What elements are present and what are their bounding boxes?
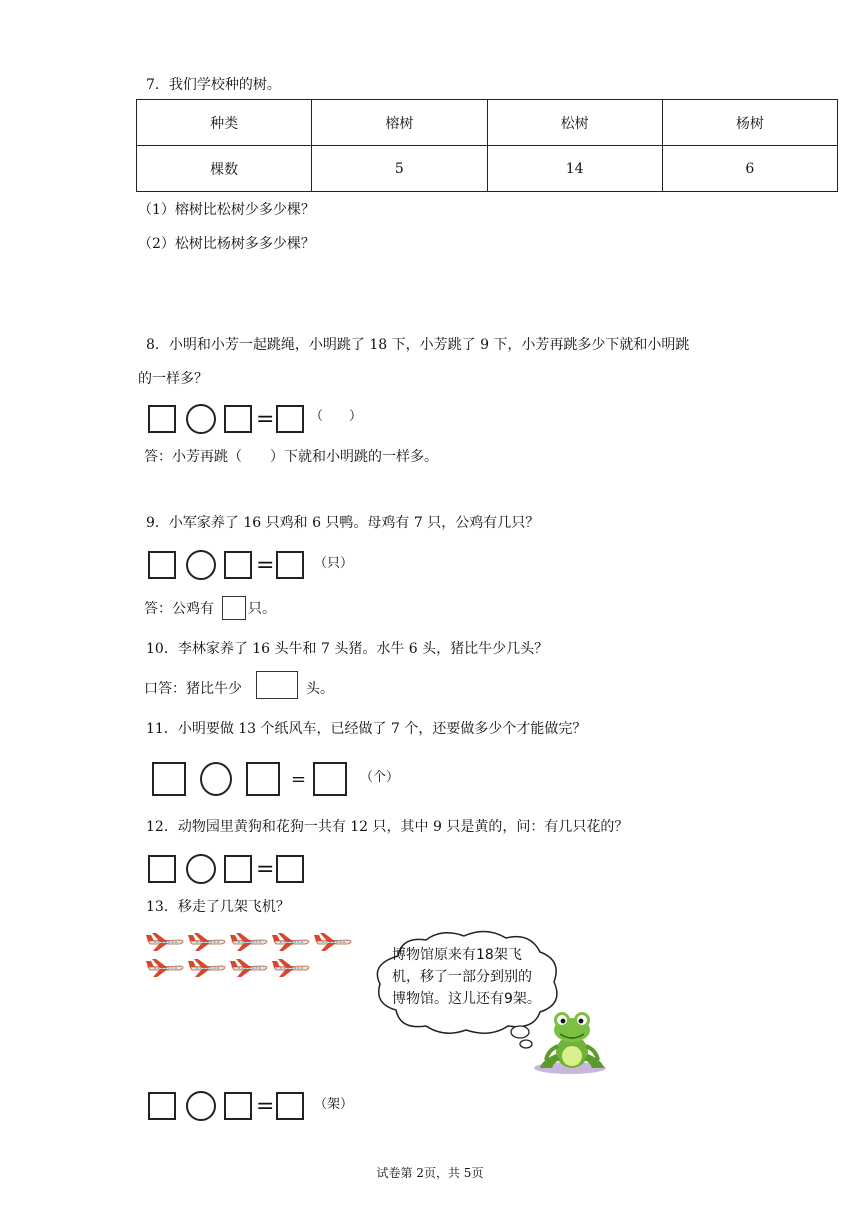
answer-box[interactable]: [224, 551, 252, 579]
q7-sub2: （2）松树比杨树多多少棵？: [138, 236, 315, 252]
answer-box[interactable]: [224, 405, 252, 433]
airplane-icon: [314, 933, 351, 951]
answer-box[interactable]: [276, 855, 304, 883]
table-header-cell: 榕树: [312, 100, 487, 146]
airplane-icon: [272, 933, 309, 951]
q8-line2: 的一样多？: [138, 371, 208, 387]
airplane-icon: [272, 959, 309, 977]
equals-sign: =: [291, 769, 307, 790]
q8-unit: （ ）: [310, 409, 363, 424]
q8-answer: 答：小芳再跳（ ）下就和小明跳的一样多。: [144, 449, 438, 465]
equals-sign: =: [256, 857, 275, 882]
answer-box[interactable]: [224, 1092, 252, 1120]
table-cell: 6: [662, 146, 837, 192]
answer-box[interactable]: [256, 671, 298, 699]
operator-circle[interactable]: [186, 1091, 216, 1121]
q8-line1: 8．小明和小芳一起跳绳，小明跳了 18 下，小芳跳了 9 下，小芳再跳多少下就和小明跳: [146, 337, 690, 353]
q10-answer-suffix: 头。: [306, 681, 334, 697]
airplane-icon: [230, 959, 267, 977]
equals-sign: =: [256, 553, 275, 578]
answer-box[interactable]: [276, 405, 304, 433]
q13-unit: （架）: [314, 1097, 354, 1112]
speech-line: 博物馆。这儿还有9架。: [392, 991, 541, 1007]
answer-box[interactable]: [152, 762, 186, 796]
q11-unit: （个）: [360, 770, 400, 785]
answer-box[interactable]: [224, 855, 252, 883]
table-header-cell: 种类: [137, 100, 312, 146]
airplane-icon: [230, 933, 267, 951]
airplane-icon: [188, 959, 225, 977]
q10-title: 10．李林家养了 16 头牛和 7 头猪。水牛 6 头，猪比牛少几头？: [146, 641, 549, 657]
table-cell: 5: [312, 146, 487, 192]
answer-box[interactable]: [313, 762, 347, 796]
table-row: [137, 100, 838, 146]
q7-title: 7．我们学校种的树。: [146, 77, 281, 93]
frog-illustration: [532, 1010, 612, 1076]
answer-box[interactable]: [276, 551, 304, 579]
tree-table: [136, 99, 838, 192]
airplane-icon: [146, 933, 183, 951]
table-cell: 棵数: [137, 146, 312, 192]
q7-sub1: （1）榕树比松树少多少棵？: [138, 202, 315, 218]
q13-title: 13．移走了几架飞机？: [146, 899, 290, 915]
airplane-icon: [146, 959, 183, 977]
operator-circle[interactable]: [186, 404, 216, 434]
q9-answer-suffix: 只。: [248, 601, 276, 617]
table-row: [137, 146, 838, 192]
answer-box[interactable]: [148, 855, 176, 883]
airplane-icon: [188, 933, 225, 951]
answer-box[interactable]: [222, 596, 246, 620]
equals-sign: =: [256, 1094, 275, 1119]
equals-sign: =: [256, 407, 275, 432]
q9-answer-prefix: 答：公鸡有: [144, 601, 214, 617]
q10-answer-prefix: 口答：猪比牛少: [144, 681, 242, 697]
operator-circle[interactable]: [186, 854, 216, 884]
q9-unit: （只）: [314, 556, 354, 571]
q12-title: 12．动物园里黄狗和花狗一共有 12 只，其中 9 只是黄的，问：有几只花的？: [146, 819, 629, 835]
answer-box[interactable]: [148, 405, 176, 433]
answer-box[interactable]: [246, 762, 280, 796]
operator-circle[interactable]: [200, 762, 232, 796]
answer-box[interactable]: [148, 1092, 176, 1120]
speech-line: 机，移了一部分到别的: [392, 969, 532, 985]
table-header-cell: 松树: [487, 100, 662, 146]
speech-line: 博物馆原来有18架飞: [392, 947, 522, 963]
answer-box[interactable]: [276, 1092, 304, 1120]
q9-title: 9．小军家养了 16 只鸡和 6 只鸭。母鸡有 7 只，公鸡有几只？: [146, 515, 540, 531]
answer-box[interactable]: [148, 551, 176, 579]
page-footer: 试卷第 2页，共 5页: [376, 1166, 484, 1180]
operator-circle[interactable]: [186, 550, 216, 580]
table-cell: 14: [487, 146, 662, 192]
table-header-cell: 杨树: [662, 100, 837, 146]
airplanes-illustration: [142, 928, 362, 984]
q11-title: 11．小明要做 13 个纸风车，已经做了 7 个，还要做多少个才能做完？: [146, 721, 587, 737]
